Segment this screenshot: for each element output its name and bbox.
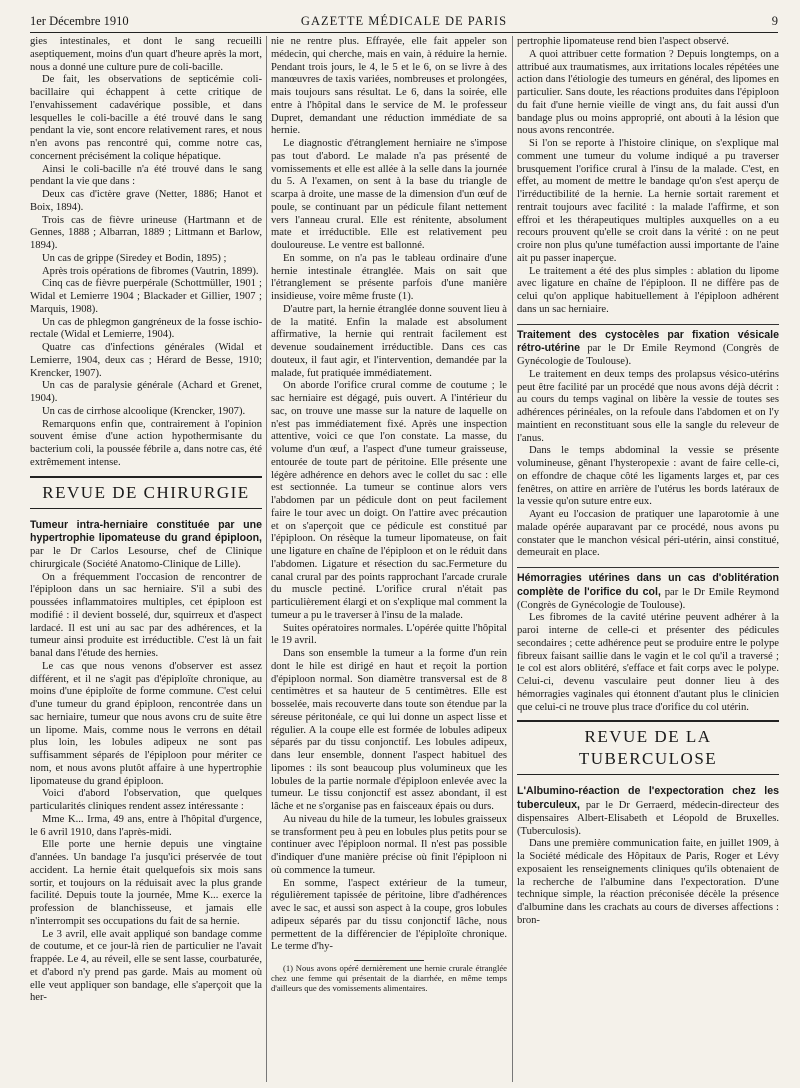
paragraph: Cinq cas de fièvre puerpérale (Schottmüller, 1901 ; Widal et Lemierre 1904 ; Blackader et Gillier, 1907 ; Marquis, 1908). <box>30 278 262 315</box>
section-title: REVUE DE CHIRURGIE <box>42 482 250 502</box>
paragraph: Les fibromes de la cavité utérine peuvent adhérer à la paroi interne de celle-ci et présenter des pédicules secondaires ; cette adhérence peut se produire entre le polype fibreux faisant saillie dans le vagin et le col qu'il a traversé ; le col est alors oblitéré, s'efface et fait corps avec le polype. Celui-ci, devenu vasculaire peut donner lieu à des hémorragies vaginales qui étonnent d'autant plus le clinicien que celui-ci ne trouve plus trace d'orifice du col utérin. <box>517 612 779 713</box>
article-heading <box>517 329 779 369</box>
paragraph: Remarquons enfin que, contrairement à l'opinion souvent émise d'une action hypothermisante du bacterium coli, la poussée fébrile a, dans notre cas, été extrêmement intense. <box>30 418 262 468</box>
paragraph: Le diagnostic d'étranglement herniaire ne s'impose pas tout d'abord. Le malade n'a pas présenté de vomissements et elle est allée à la selle dans la journée du 5. A l'examen, on sent à la base du triangle de scarpa à droite, une masse de la dimension d'un œuf de poule, se continuant par un pédicule filant nettement vers l'anneau crural. Elle est rénitente, absolument mate et irréductible. Elle est relativement peu douloureuse. Le ventre est ballonné. <box>271 138 507 251</box>
paragraph: De fait, les observations de septicémie coli-bacillaire qui échappent à cette critique de l'envahissement cadavérique possible, et dans lesquelles le coli-bacille a été trouvé dans le sang pendant la vie, sont encore relativement rares, et nous n'en avons pas rencontré qui, comme notre cas, concernent précisément la colique hépatique. <box>30 74 262 162</box>
footnote: (1) Nous avons opéré dernièrement une hernie crurale étranglée chez une femme qui présentait de la diarrhée, en même temps d'ailleurs que des vomissements alimentaires. <box>271 963 507 993</box>
article-byline: par le Dr Emile Reymond (Congrès de Gynécologie de Toulouse). <box>517 343 779 367</box>
paragraph: Dans une première communication faite, en juillet 1909, à la Société médicale des Hôpitaux de Paris, Roger et Lévy exposaient les renseignements cliniques qu'ils obtenaient de la recherche de l'albumine dans l'expectoration. D'une technique simple, la réaction préconisée décèle la présence d'albumine dans les crachats au cours de diverses affections : bron- <box>517 838 779 926</box>
paragraph: Si l'on se reporte à l'histoire clinique, on s'explique mal comment une tumeur du volume indiqué a pu traverser brusquement l'orifice crural à l'insu de la malade. C'est, en effet, au moment de mettre le bandage qu'on s'est aperçu de l'irréductibilité de la hernie. La hernie sortait rarement et rentrait toujours avec facilité : la malade l'affirme, et son effroi et les thérapeutiques multiples auxquelles on a eu recours prouvent qu'elle se croit dans la vérité : on ne peut croire non plus qu'une tuméfaction aussi importante de l'aine ait pu passer inaperçue. <box>517 138 779 264</box>
column-divider <box>512 36 513 1082</box>
article-heading <box>30 519 262 572</box>
paragraph: A quoi attribuer cette formation ? Depuis longtemps, on a attribué aux traumatismes, aux irritations locales répétées une action dans l'étiologie des tumeurs en général, des lipomes en particulier. Sans doute, les réactions produites dans l'épiploon du fait d'une hernie vieille de vingt ans, du fait aussi d'un bandage plus ou moins approprié, ont abouti à la lésion que nous avons rencontrée. <box>517 48 779 137</box>
paragraph: En somme, on n'a pas le tableau ordinaire d'une hernie intestinale étranglée. Mais on sait que l'étranglement se présente parfois d'une manière insidieuse, voire même fruste (1). <box>271 252 507 302</box>
paragraph: Le cas que nous venons d'observer est assez différent, et il ne s'agit pas d'épiploïte chronique, au moins d'une épiploïte de forme commune. C'est celui d'une tumeur du grand épiploon, rencontrée dans un sac herniaire, tumeur que nous avons cru de suite être un lipome. Mais, comme nous le verrons en détail plus loin, les lobules adipeux ne sont pas suffisamment séparés de l'épiploon pour mériter ce nom, et nous avons plutôt affaire à une hypertrophie lipomateuse du grand épiploon. <box>30 660 262 787</box>
article-rule <box>517 567 779 568</box>
paragraph: Ayant eu l'occasion de pratiquer une laparotomie à une malade opérée auparavant par ce procédé, nous avons pu constater que le manchon vésical péri-utérin, ainsi constitué, demeurait en place. <box>517 509 779 559</box>
paragraph: Deux cas d'ictère grave (Netter, 1886; Hanot et Boix, 1894). <box>30 189 262 213</box>
article-title: Hémorragies utérines dans un cas d'oblitération complète de l'orifice du col, <box>517 572 779 598</box>
paragraph: Dans le temps abdominal la vessie se présente volumineuse, gênant l'hysteropexie : avant de faire celle-ci, on effondre de chaque côté les ligaments larges et, par ces fenêtres, on attire en arrière de l'utérus les bords latéraux de la vessie qu'on suture entre eux. <box>517 445 779 508</box>
section-rule <box>517 774 779 775</box>
paragraph: Elle porte une hernie depuis une vingtaine d'années. Un bandage l'a jusqu'ici préservée de tout accident. La hernie était quelquefois six mois sans sortir, et toujours on la réduisait avec la plus grande facilité. Depuis toute la journée, Mme K... exerce la profession de blanchisseuse, et jamais elle n'interrompit ses occupations du fait de sa hernie. <box>30 839 262 927</box>
section-rule <box>30 476 262 478</box>
article-heading <box>517 572 779 612</box>
article-title: L'Albumino-réaction de l'expectoration chez les tuberculeux, <box>517 785 779 811</box>
article-heading <box>517 785 779 838</box>
paragraph: Quatre cas d'infections générales (Widal et Lemierre, 1904, deux cas ; Hérard de Besse, 1910; Krencker, 1907). <box>30 342 262 379</box>
header-page-number: 9 <box>771 14 778 28</box>
paragraph: Ainsi le coli-bacille n'a été trouvé dans le sang pendant la vie que dans : <box>30 163 262 188</box>
article-byline: par le Dr Carlos Lesourse, chef de Clinique chirurgicale (Société Anatomo-Clinique de Lille). <box>30 546 262 570</box>
paragraph: D'autre part, la hernie étranglée donne souvent lieu à de la matité. Enfin la malade est absolument affirmative, la hernie qui rentrait facilement est devenue soudainement irréductible. Dans ces cas douteux, il faut agir, et l'intervention, demandée par la malade, fut pratiquée immédiatement. <box>271 303 507 379</box>
paragraph: pertrophie lipomateuse rend bien l'aspect observé. <box>517 36 729 47</box>
article-title: Tumeur intra-herniaire constituée par une hypertrophie lipomateuse du grand épiploon, <box>30 518 262 545</box>
paragraph: Le traitement a été des plus simples : ablation du lipome avec ligature en chaîne de l'épiploon. Il ne diffère pas de celui qu'on applique habituellement à l'épiploon adhérent dans un sac herniaire. <box>517 265 779 315</box>
column-divider <box>266 36 267 1082</box>
paragraph: En somme, l'aspect extérieur de la tumeur, régulièrement tapissée de péritoine, libre d'adhérences avec le sac, et aussi son aspect à la coupe, gros lobules adipeux séparés par du tissu conjonctif lâche, nous permettent de la différencier de l'épiploïte chronique. Le terme d'hy- <box>271 877 507 953</box>
header-journal-title: GAZETTE MÉDICALE DE PARIS <box>300 14 508 28</box>
article-byline: par le Dr Gerraerd, médecin-directeur des dispensaires Albert-Elisabeth et Léopold de Bruxelles. (Tuberculosis). <box>517 800 779 837</box>
paragraph: Un cas de grippe (Siredey et Bodin, 1895) ; <box>42 252 227 264</box>
header-date: 1er Décembre 1910 <box>30 14 129 28</box>
footnote-rule <box>354 960 424 961</box>
article-rule <box>517 324 779 325</box>
page-header <box>30 10 778 33</box>
column-1 <box>30 36 262 1082</box>
paragraph: Suites opératoires normales. L'opérée quitte l'hôpital le 19 avril. <box>271 622 507 647</box>
paragraph: Le traitement en deux temps des prolapsus vésico-utérins peut être facilité par un procédé que nous avons déjà décrit : au cours du temps vaginal on libère la vessie de toutes ses adhérences périnéales, on la refoule dans l'abdomen et on l'y maintient en reconstituant sous elle la sangle du releveur de l'anus. <box>517 368 779 444</box>
section-rule <box>517 720 779 722</box>
paragraph: gies intestinales, et dont le sang recueilli aseptiquement, moins d'un quart d'heure après la mort, nous a donné une culture pure de coli-bacille. <box>30 36 262 73</box>
paragraph: On a fréquemment l'occasion de rencontrer de l'épiploon dans un sac herniaire. S'il a subi des poussées inflammatoires multiples, cet épiploon est modifié : il devient bosselé, dur, squirreux et d'aspect lardacé. Il est uni au sac par des adhérences, et la tumeur ainsi produite est irréductible. C'est là un fait banal dans l'étude des hernies. <box>30 571 262 659</box>
paragraph: Trois cas de fièvre urineuse (Hartmann et de Gennes, 1888 ; Albarran, 1889 ; Littmann et Barlow, 1894). <box>30 214 262 251</box>
paragraph: Le 3 avril, elle avait appliqué son bandage comme de coutume, et ce jour-là rien de particulier ne l'avait frappée. Le 4, au réveil, elle se sent lasse, courbaturée, et d'abord n'y prend pas garde. Mais au moment où elle veut appliquer son bandage, elle s'aperçoit que la her- <box>30 928 262 1004</box>
paragraph: Après trois opérations de fibromes (Vautrin, 1899). <box>42 265 259 277</box>
article-byline: par le Dr Emile Reymond (Congrès de Gynécologie de Toulouse). <box>517 586 779 611</box>
paragraph: Un cas de phlegmon gangréneux de la fosse ischio-rectale (Widal et Lemierre, 1904). <box>30 316 262 341</box>
paragraph: Au niveau du hile de la tumeur, les lobules graisseux se transforment peu à peu en lobules plus petits pour se continuer avec l'épiploon normal. Il n'est pas possible d'indiquer d'une manière précise où finit l'épiploon ni où commence la tumeur. <box>271 813 507 876</box>
paragraph: nie ne rentre plus. Effrayée, elle fait appeler son médecin, qui cherche, mais en vain, à réduire la hernie. Pendant trois jours, le 4, le 5 et le 6, on se livre à des manœuvres de taxis variées, nombreuses et prolongées, mais toujours sans résultat. Le 6, dans la soirée, elle entre à l'hôpital dans le service de M. le professeur Dupret, demandant une réduction immédiate de sa hernie. <box>271 36 507 137</box>
column-3 <box>517 36 779 1082</box>
section-rule <box>30 508 262 509</box>
column-2 <box>271 36 507 1082</box>
paragraph: Voici d'abord l'observation, que quelques particularités cliniques rendent assez intéressante : <box>30 788 262 812</box>
section-title: REVUE DE LA TUBERCULOSE <box>578 727 718 769</box>
paragraph: On aborde l'orifice crural comme de coutume ; le sac herniaire est dégagé, puis ouvert. A l'intérieur du sac, on trouve une masse sur la nature de laquelle on n'est pas immédiatement fixé. Après une inspection attentive, voici ce que l'on constate. La masse, du volume d'un œuf, a l'aspect d'une tumeur graisseuse, entourée de toute part de péritoine. Elle présente une légère adhérence en dehors avec le collet du sac : elle est sectionnée. La tumeur se continue alors vers l'abdomen par un pédicule dont on peut facilement faire le tour avec un doigt. On l'attire avec précaution et on s'aperçoit que ce pédicule est constitué par l'épiploon. On résèque la tumeur lipomateuse, on fait une ligature en chaîne de l'épiploon et on le réduit dans l'abdomen. Ligature et résection du sac.Fermeture du canal crural par des points rapprochant l'arcade crurale du muscle pectiné. L'orifice crural n'était pas particulièrement élargi et on s'explique mal comment la tumeur a pu le traverser à l'insu de la malade. <box>271 380 507 621</box>
paragraph: Un cas de paralysie générale (Achard et Grenet, 1904). <box>30 380 262 404</box>
paragraph: Un cas de cirrhose alcoolique (Krencker, 1907). <box>42 405 246 417</box>
paragraph: Mme K... Irma, 49 ans, entre à l'hôpital d'urgence, le 6 avril 1910, dans l'après-midi. <box>30 813 262 838</box>
paragraph: Dans son ensemble la tumeur a la forme d'un rein dont le hile est dirigé en haut et reçoit la portion d'épiploon normal. Son diamètre transversal est de 8 centimètres et sa hauteur de 5 centimètres. Elle est bosselée, mais recouverte dans toute son étendue par la séreuse péritonéale, ce qui lui donne un aspect lisse et régulier. A la coupe elle est formée de lobules adipeux séparés par du tissu conjonctif. Les lobules adipeux, dans leur ensemble, donnent l'aspect habituel des lipomes : ils sont beaucoup plus volumineux que les lobules de la partie normale d'épiploon enlevée avec la tumeur. Le tissu conjonctif est assez abondant, il est lâche et ne s'organise pas en faisceaux épais ou durs. <box>271 648 507 812</box>
article-title: Traitement des cystocèles par fixation vésicale rétro-utérine <box>517 328 779 355</box>
